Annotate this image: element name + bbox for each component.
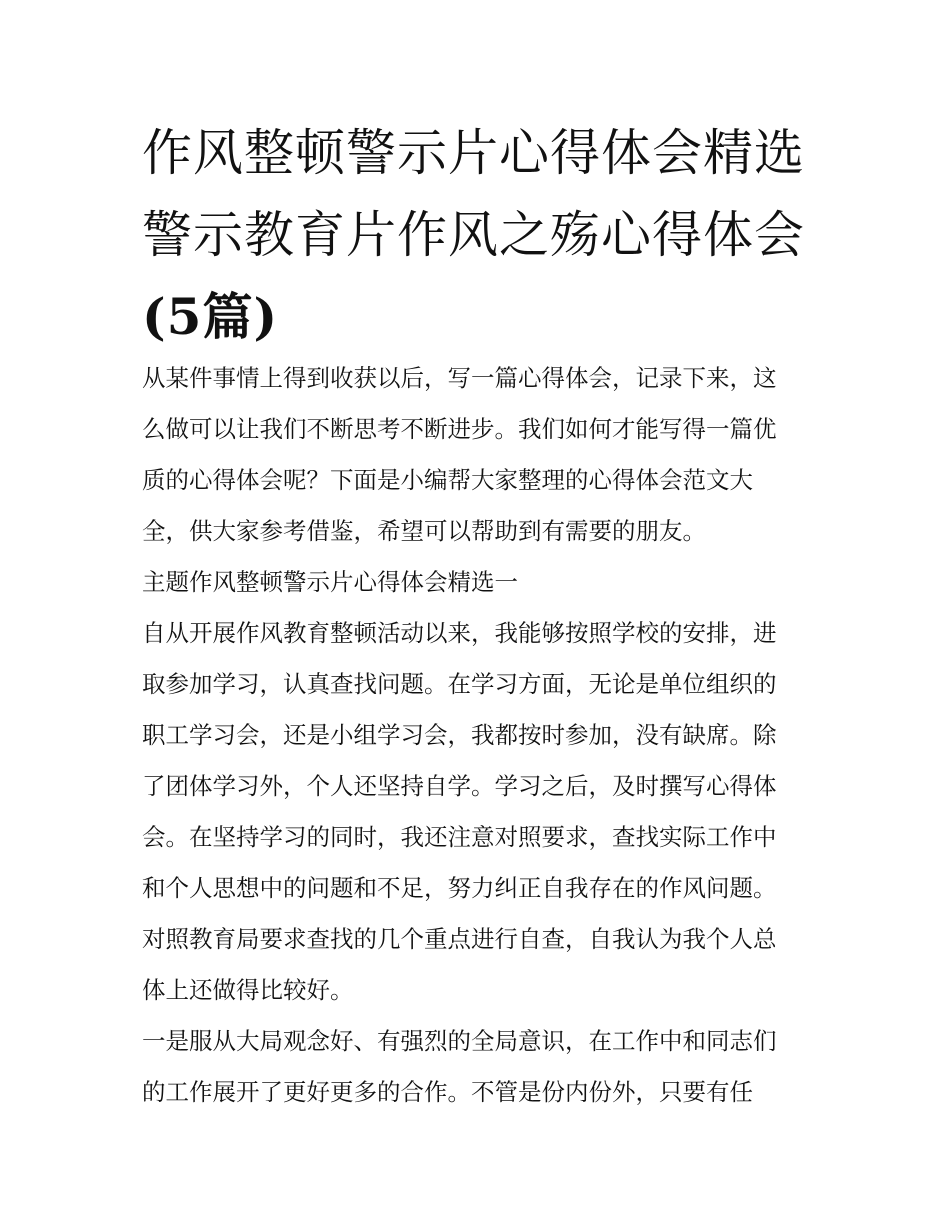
body-line: 一是服从大局观念好、有强烈的全局意识，在工作中和同志们: [142, 1027, 777, 1055]
section-heading: 主题作风整顿警示片心得体会精选一: [142, 568, 518, 596]
body-line: 的工作展开了更好更多的合作。不管是份内份外，只要有任: [142, 1078, 753, 1106]
document-title: [142, 112, 814, 358]
body-line: 和个人思想中的问题和不足，努力纠正自我存在的作风问题。: [142, 874, 777, 902]
title-line-3: (5篇): [142, 287, 279, 346]
body-line: 了团体学习外，个人还坚持自学。学习之后，及时撰写心得体: [142, 772, 777, 800]
body-line: 自从开展作风教育整顿活动以来，我能够按照学校的安排，进: [142, 619, 777, 647]
body-line: 质的心得体会呢？下面是小编帮大家整理的心得体会范文大: [142, 466, 753, 494]
body-line: 对照教育局要求查找的几个重点进行自查，自我认为我个人总: [142, 925, 777, 953]
body-line: 取参加学习，认真查找问题。在学习方面，无论是单位组织的: [142, 670, 777, 698]
body-line: 从某件事情上得到收获以后，写一篇心得体会，记录下来，这: [142, 364, 777, 392]
title-line-2: 警示教育片作风之殇心得体会: [142, 206, 805, 264]
body-line: 职工学习会，还是小组学习会，我都按时参加，没有缺席。除: [142, 721, 777, 749]
body-line: 会。在坚持学习的同时，我还注意对照要求，查找实际工作中: [142, 823, 777, 851]
document-body: [142, 353, 814, 1118]
body-line: 体上还做得比较好。: [142, 976, 354, 1004]
body-line: 么做可以让我们不断思考不断进步。我们如何才能写得一篇优: [142, 415, 777, 443]
body-line: 全，供大家参考借鉴，希望可以帮助到有需要的朋友。: [142, 517, 706, 545]
title-line-1: 作风整顿警示片心得体会精选: [142, 124, 805, 182]
